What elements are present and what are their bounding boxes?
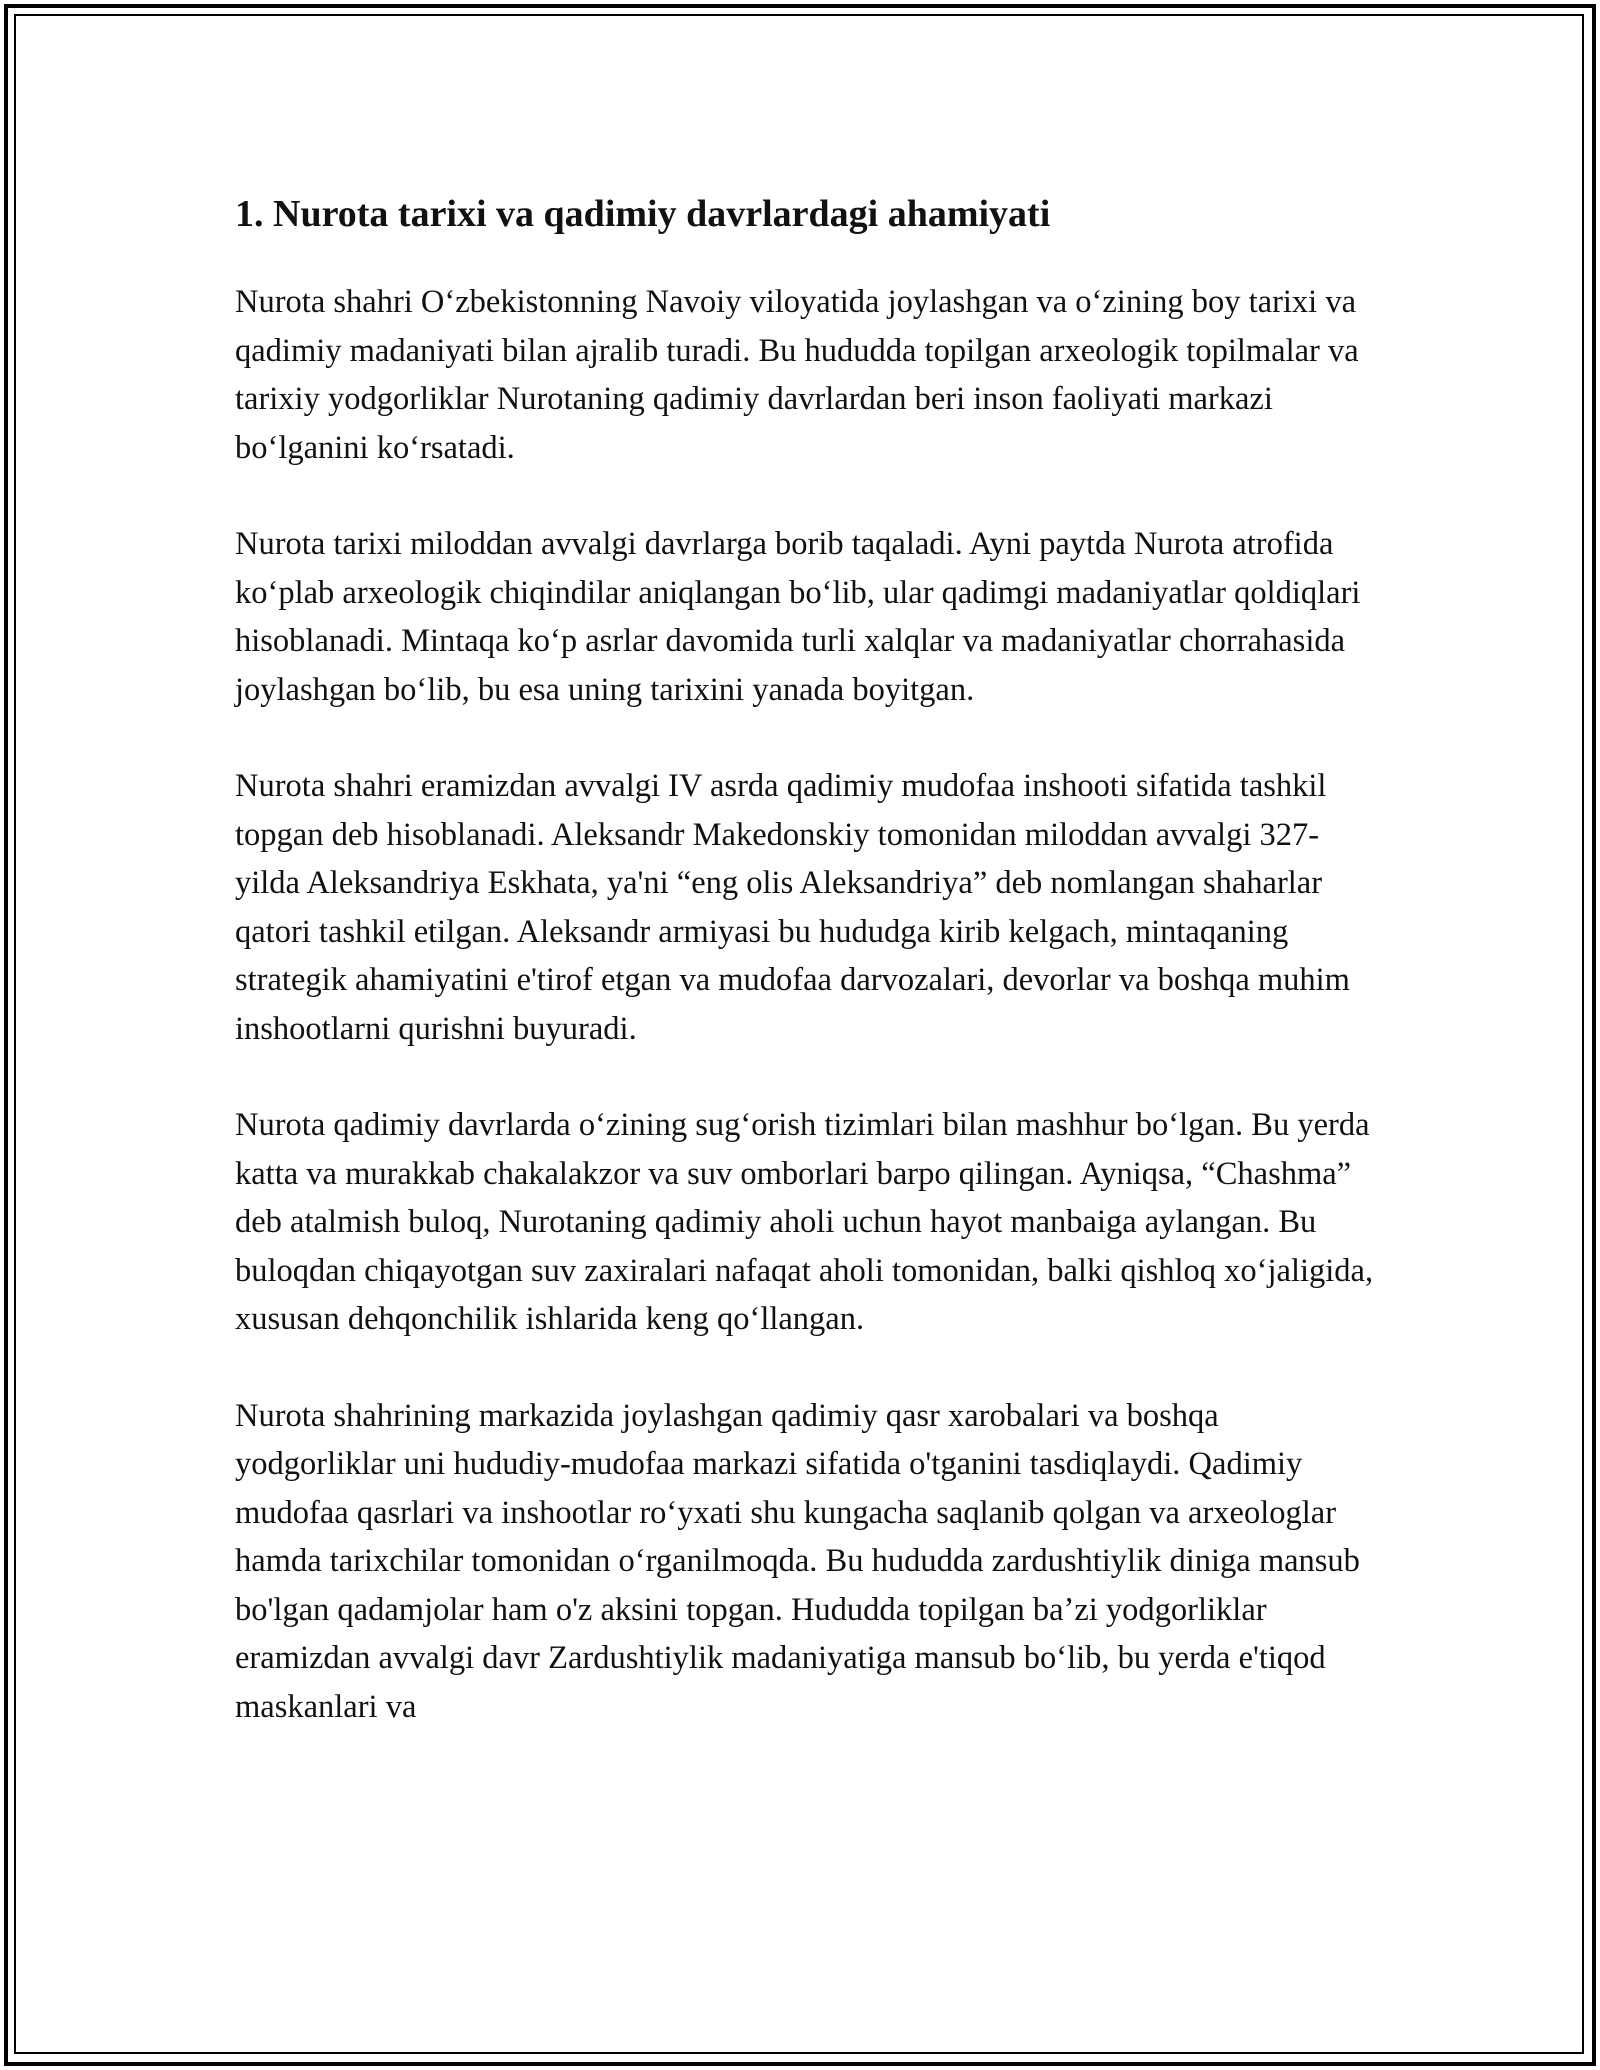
paragraph-4: Nurota qadimiy davrlarda oʻzining sugʻorish tizimlari bilan mashhur boʻlgan. Bu yerda katta va murakkab chakalakzor va suv omborlari barpo qilingan. Ayniqsa, “Chashma” deb atalmish buloq, Nurotaning qadimiy aholi uchun hayot manbaiga aylangan. Bu buloqdan chiqayotgan suv zaxiralari nafaqat aholi tomonidan, balki qishloq xoʻjaligida, xususan dehqonchilik ishlarida keng qoʻllangan. (235, 1107, 1374, 1337)
document-body (235, 184, 1375, 1731)
paragraph-3: Nurota shahri eramizdan avvalgi IV asrda qadimiy mudofaa inshooti sifatida tashkil topgan deb hisoblanadi. Aleksandr Makedonskiy tomonidan miloddan avvalgi 327-yilda Aleksandriya Eskhata, ya'ni “eng olis Aleksandriya” deb nomlangan shaharlar qatori tashkil etilgan. Aleksandr armiyasi bu hududga kirib kelgach, mintaqaning strategik ahamiyatini e'tirof etgan va mudofaa darvozalari, devorlar va boshqa muhim inshootlarni qurishni buyuradi. (235, 768, 1350, 1047)
paragraph-2: Nurota tarixi miloddan avvalgi davrlarga borib taqaladi. Ayni paytda Nurota atrofida koʻplab arxeologik chiqindilar aniqlangan boʻlib, ular qadimgi madaniyatlar qoldiqlari hisoblanadi. Mintaqa koʻp asrlar davomida turli xalqlar va madaniyatlar chorrahasida joylashgan boʻlib, bu esa uning tarixini yanada boyitgan. (235, 526, 1361, 708)
paragraph-1: Nurota shahri Oʻzbekistonning Navoiy viloyatida joylashgan va oʻzining boy tarixi va qadimiy madaniyati bilan ajralib turadi. Bu hududda topilgan arxeologik topilmalar va tarixiy yodgorliklar Nurotaning qadimiy davrlardan beri inson faoliyati markazi boʻlganini koʻrsatadi. (235, 284, 1359, 466)
paragraph-5: Nurota shahrining markazida joylashgan qadimiy qasr xarobalari va boshqa yodgorliklar uni hududiy-mudofaa markazi sifatida o'tganini tasdiqlaydi. Qadimiy mudofaa qasrlari va inshootlar roʻyxati shu kungacha saqlanib qolgan va arxeologlar hamda tarixchilar tomonidan oʻrganilmoqda. Bu hududda zardushtiylik diniga mansub bo'lgan qadamjolar ham o'z aksini topgan. Hududda topilgan baʼzi yodgorliklar eramizdan avvalgi davr Zardushtiylik madaniyatiga mansub boʻlib, bu yerda e'tiqod maskanlari va (235, 1397, 1360, 1725)
section-heading: 1. Nurota tarixi va qadimiy davrlardagi ahamiyati (235, 193, 1051, 235)
